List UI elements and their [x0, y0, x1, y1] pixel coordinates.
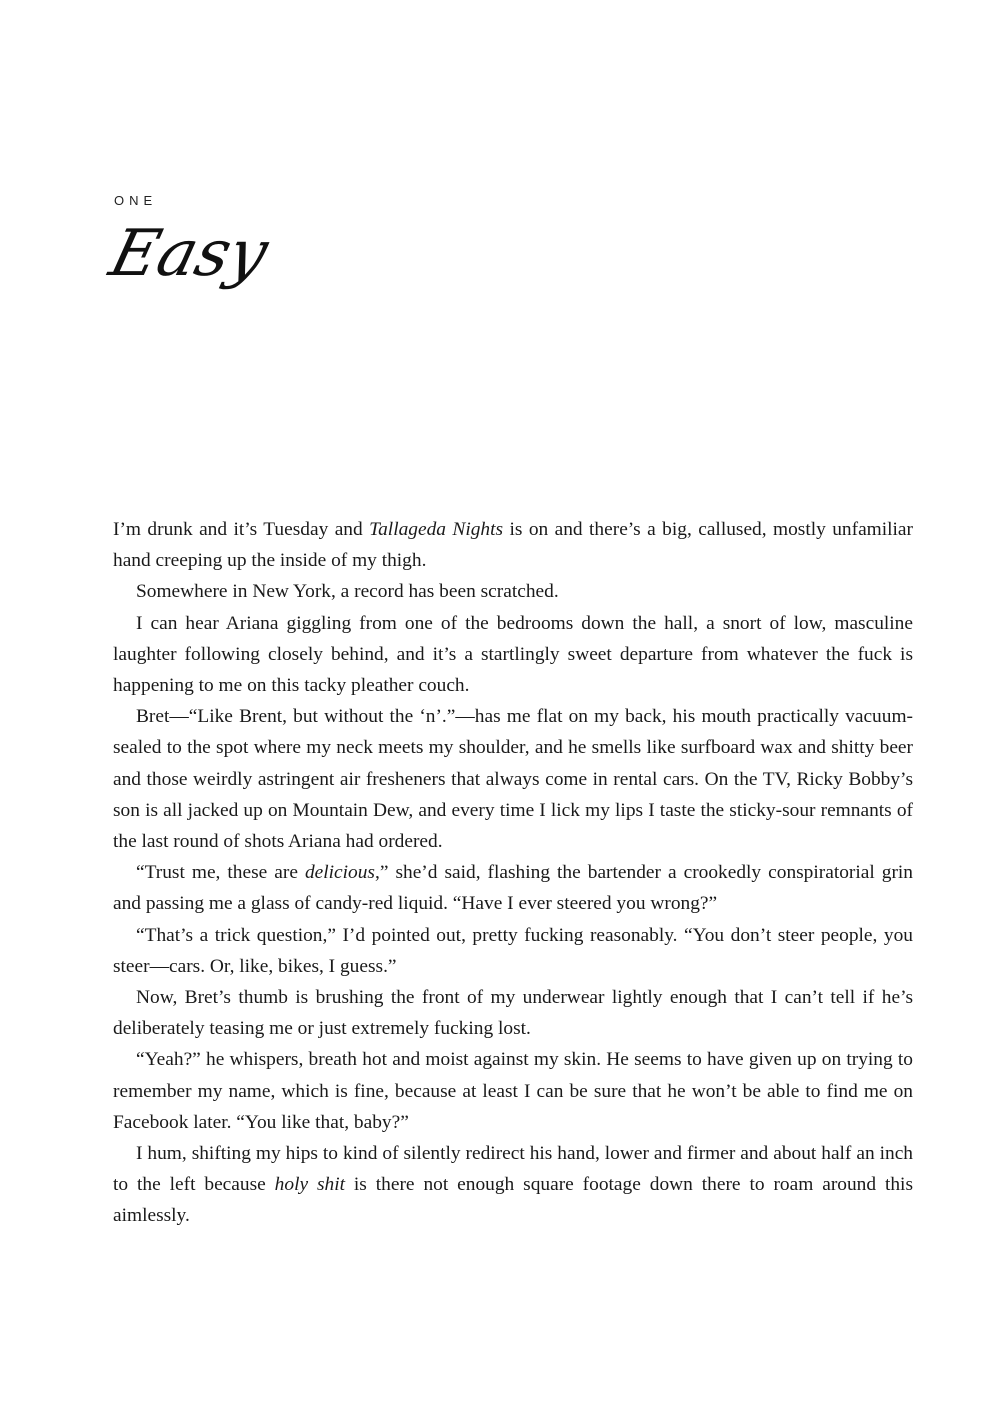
paragraph [113, 576, 913, 607]
italic-text: Tallageda Nights [369, 519, 504, 540]
paragraph [113, 982, 913, 1044]
paragraph [113, 1138, 913, 1232]
chapter-title: Easy [102, 217, 276, 291]
text-run: Somewhere in New York, a record has been scratched. [136, 581, 559, 603]
text-run: ,” she’d said, flashing the bartender a crookedly conspiratorial grin and passing me a glass of candy-red liquid. “Have I ever steered you wrong?” [113, 862, 913, 915]
chapter-body [113, 514, 913, 1232]
text-run: I hum, shifting my hips to kind of silently redirect his hand, lower and firmer and about half an inch to the left because [113, 1143, 913, 1196]
paragraph [113, 857, 913, 919]
text-run: is there not enough square footage down there to roam around this aimlessly. [113, 1174, 913, 1227]
paragraph [113, 1044, 913, 1138]
text-run: “Yeah?” he whispers, breath hot and moist against my skin. He seems to have given up on trying to remember my name, which is fine, because at least I can be sure that he won’t be able to find me on Facebook later. “You like that, baby?” [113, 1049, 913, 1133]
text-run: “That’s a trick question,” I’d pointed out, pretty fucking reasonably. “You don’t steer people, you steer—cars. Or, like, bikes, I guess.” [113, 924, 913, 977]
text-run: is on and there’s a big, callused, mostly unfamiliar hand creeping up the inside of my thigh. [113, 519, 913, 572]
chapter-number: ONE [114, 193, 158, 208]
text-run: I’m drunk and it’s Tuesday and [113, 519, 370, 540]
paragraph [113, 514, 913, 576]
paragraph [113, 608, 913, 702]
text-run: I can hear Ariana giggling from one of the bedrooms down the hall, a snort of low, masculine laughter following closely behind, and it’s a startlingly sweet departure from whatever the fuck is happening to me on this tacky pleather couch. [113, 612, 913, 697]
text-run: “Trust me, these are [136, 862, 305, 884]
paragraph [113, 701, 913, 857]
italic-text: delicious [304, 862, 375, 884]
text-run: Now, Bret’s thumb is brushing the front of my underwear lightly enough that I can’t tell if he’s deliberately teasing me or just extremely fucking lost. [113, 987, 913, 1040]
italic-text: holy shit [274, 1174, 345, 1196]
text-run: Bret—“Like Brent, but without the ‘n’.”—has me flat on my back, his mouth practically vacuum-sealed to the spot where my neck meets my shoulder, and he smells like surfboard wax and shitty beer and those weirdly astringent air fresheners that always come in rental cars. On the TV, Ricky Bobby’s son is all jacked up on Mountain Dew, and every time I lick my lips I taste the sticky-sour remnants of the last round of shots Ariana had ordered. [113, 706, 913, 853]
paragraph [113, 920, 913, 982]
